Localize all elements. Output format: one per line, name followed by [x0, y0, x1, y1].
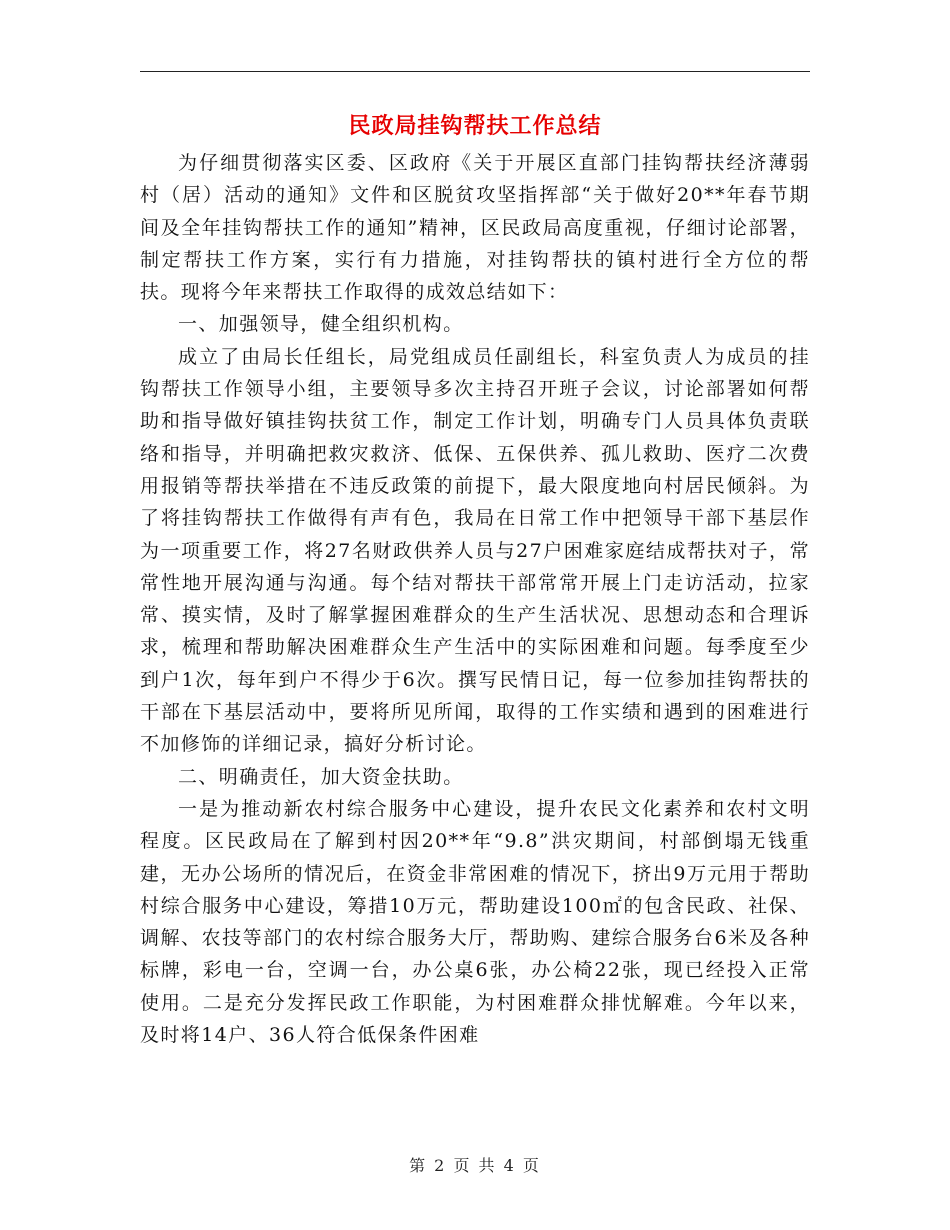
header-rule	[140, 71, 810, 72]
paragraph-section-1: 成立了由局长任组长，局党组成员任副组长，科室负责人为成员的挂钩帮扶工作领导小组，主要领导多次主持召开班子会议，讨论部署如何帮助和指导做好镇挂钩扶贫工作，制定工作计划，明确专门人员具体负责联络和指导，并明确把救灾救济、低保、五保供养、孤儿救助、医疗二次费用报销等帮扶举措在不违反政策的前提下，最大限度地向村居民倾斜。为了将挂钩帮扶工作做得有声有色，我局在日常工作中把领导干部下基层作为一项重要工作，将27名财政供养人员与27户困难家庭结成帮扶对子，常常性地开展沟通与沟通。每个结对帮扶干部常常开展上门走访活动，拉家常、摸实情，及时了解掌握困难群众的生产生活状况、思想动态和合理诉求，梳理和帮助解决困难群众生产生活中的实际困难和问题。每季度至少到户1次，每年到户不得少于6次。撰写民情日记，每一位参加挂钩帮扶的干部在下基层活动中，要将所见所闻，取得的工作实绩和遇到的困难进行不加修饰的详细记录，搞好分析讨论。	[140, 345, 810, 756]
document-body	[140, 147, 810, 1051]
paragraph-intro: 为仔细贯彻落实区委、区政府《关于开展区直部门挂钩帮扶经济薄弱村（居）活动的通知》文件和区脱贫攻坚指挥部“关于做好20**年春节期间及全年挂钩帮扶工作的通知”精神，区民政局高度重视，仔细讨论部署，制定帮扶工作方案，实行有力措施，对挂钩帮扶的镇村进行全方位的帮扶。现将今年来帮扶工作取得的成效总结如下：	[140, 152, 810, 304]
page-number-footer: 第 2 页 共 4 页	[409, 1156, 541, 1175]
document-title: 民政局挂钩帮扶工作总结	[348, 113, 602, 139]
paragraph-section-2: 一是为推动新农村综合服务中心建设，提升农民文化素养和农村文明程度。区民政局在了解到村因20**年“9.8”洪灾期间，村部倒塌无钱重建，无办公场所的情况后，在资金非常困难的情况下，挤出9万元用于帮助村综合服务中心建设，筹措10万元，帮助建设100㎡的包含民政、社保、调解、农技等部门的农村综合服务大厅，帮助购、建综合服务台6米及各种标牌，彩电一台，空调一台，办公桌6张，办公椅22张，现已经投入正常使用。二是充分发挥民政工作职能，为村困难群众排忧解难。今年以来，及时将14户、36人符合低保条件困难	[140, 797, 810, 1047]
section-heading-2: 二、明确责任，加大资金扶助。	[178, 765, 464, 788]
section-heading-1: 一、加强领导，健全组织机构。	[178, 313, 464, 336]
